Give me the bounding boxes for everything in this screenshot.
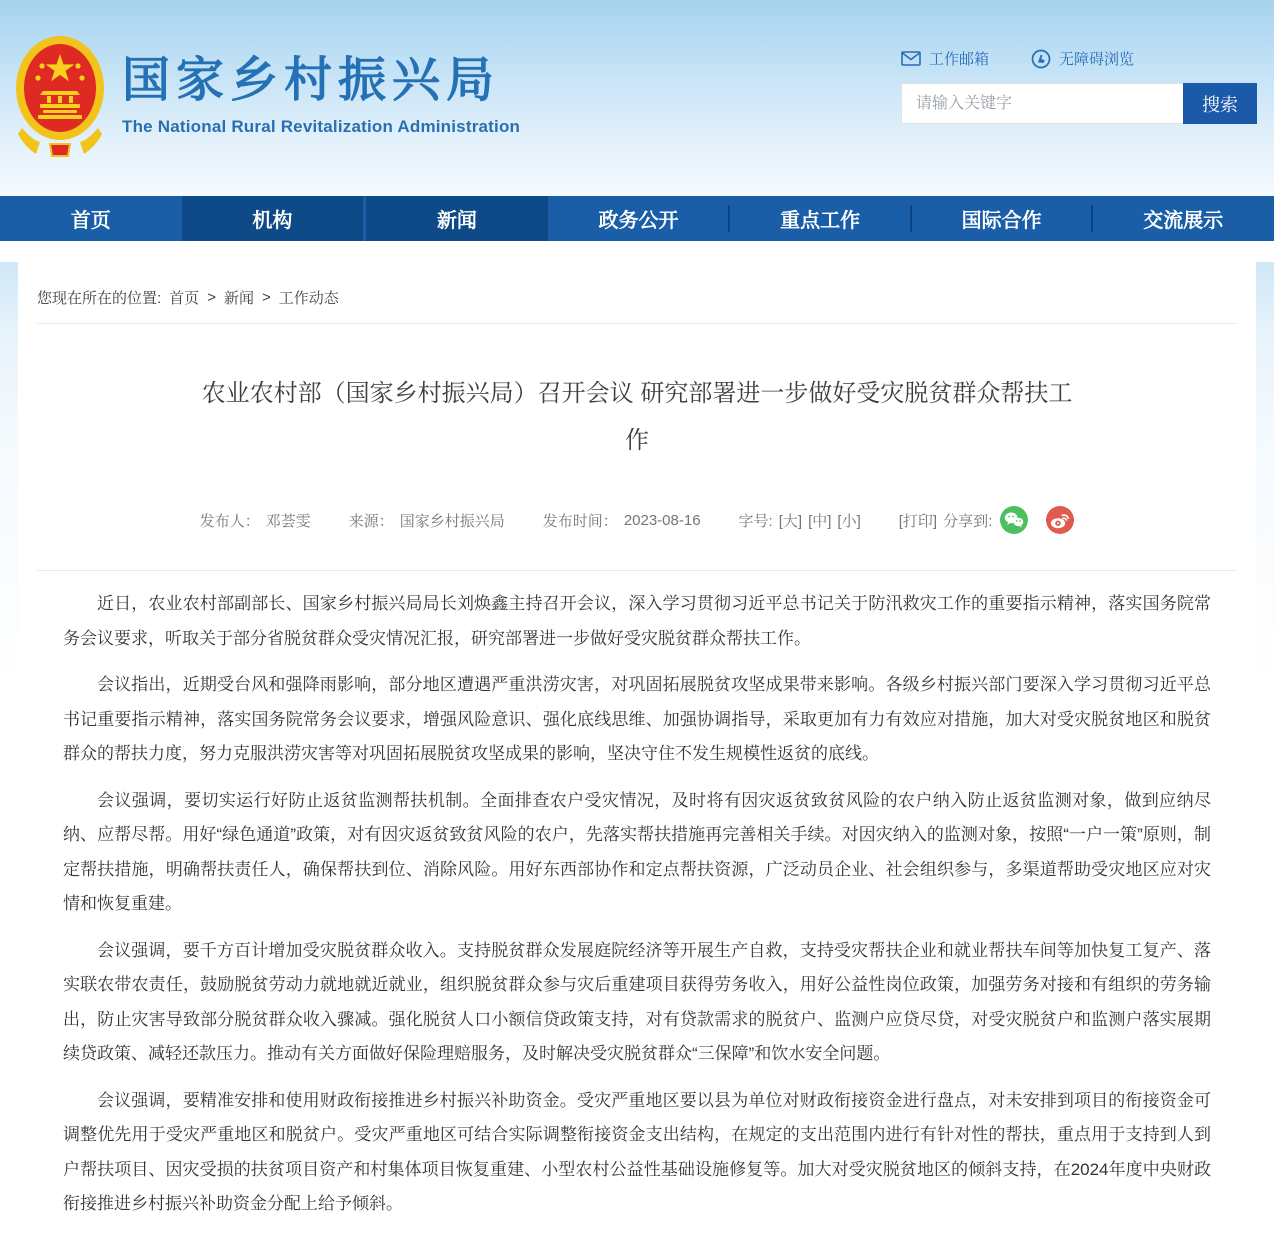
font-size-label: 字号: — [738, 512, 773, 530]
work-mailbox-label: 工作邮箱 — [929, 51, 990, 68]
font-size-large-button[interactable]: [大] — [778, 512, 803, 530]
accessibility-label: 无障碍浏览 — [1059, 51, 1135, 68]
breadcrumb-divider — [37, 323, 1237, 324]
meta-source — [349, 510, 505, 531]
accessibility-icon — [1031, 49, 1051, 69]
font-size-small-button[interactable]: [小] — [837, 512, 861, 530]
nav-item-news[interactable]: 新闻 — [363, 196, 548, 241]
breadcrumb-separator: > — [207, 289, 216, 306]
source-label: 来源： — [348, 512, 394, 530]
article-paragraph: 会议强调，要精准安排和使用财政衔接推进乡村振兴补助资金。受灾严重地区要以县为单位对财政衔接资金进行盘点，对未安排到项目的衔接资金可调整优先用于受灾严重地区和脱贫户。受灾严重地区可结合实际调整衔接资金支出结构，在规定的支出范围内进行有针对性的帮扶，重点用于支持到人到户帮扶项目、因灾受损的扶贫项目资产和村集体项目恢复重建、小型农村公益性基础设施修复等。加大对受灾脱贫地区的倾斜支持，在2024年度中央财政衔接推进乡村振兴补助资金分配上给予倾斜。 — [63, 1090, 1211, 1213]
nav-item-international-cooperation[interactable]: 国际合作 — [911, 196, 1093, 241]
breadcrumb-separator: > — [261, 289, 271, 306]
share-label: 分享到: — [943, 512, 993, 530]
envelope-icon — [901, 51, 921, 66]
article-body — [18, 571, 1256, 1258]
meta-publish-date — [543, 510, 701, 531]
meta-font-size-controls — [739, 510, 861, 531]
publisher-value: 邓荟雯 — [265, 512, 311, 530]
breadcrumb-work-updates-link[interactable]: 工作动态 — [278, 290, 339, 307]
date-value: 2023-08-16 — [623, 511, 701, 529]
nav-item-key-work[interactable]: 重点工作 — [729, 196, 911, 241]
nav-item-government-affairs[interactable]: 政务公开 — [598, 210, 679, 232]
wechat-icon[interactable] — [1000, 506, 1028, 534]
content-card — [18, 262, 1256, 1258]
content-background — [0, 262, 1274, 1259]
breadcrumb-home-link[interactable]: 首页 — [169, 290, 200, 307]
national-emblem-icon — [14, 32, 106, 158]
publisher-label: 发布人： — [199, 512, 260, 530]
weibo-icon[interactable] — [1046, 506, 1074, 534]
main-navigation — [0, 196, 1274, 241]
share-icons — [1000, 506, 1074, 534]
article-paragraph: 会议强调，要切实运行好防止返贫监测帮扶机制。全面排查农户受灾情况，及时将有因灾返贫致贫风险的农户纳入防止返贫监测对象，做到应纳尽纳、应帮尽帮。用好“绿色通道”政策，对有因灾返贫致贫风险的农户，先落实帮扶措施再完善相关手续。对因灾纳入的监测对象，按照“一户一策”原则，制定帮扶措施，明确帮扶责任人，确保帮扶到位、消除风险。用好东西部协作和定点帮扶资源，广泛动员企业、社会组织参与，多渠道帮助受灾地区应对灾情和恢复重建。 — [63, 790, 1211, 913]
site-logo-brand[interactable] — [14, 32, 520, 158]
nav-item-home[interactable]: 首页 — [70, 210, 111, 232]
breadcrumb — [18, 262, 1256, 323]
search-box — [901, 83, 1257, 124]
article-title: 农业农村部（国家乡村振兴局）召开会议 研究部署进一步做好受灾脱贫群众帮扶工作 — [201, 380, 1073, 454]
site-header — [0, 0, 1274, 196]
date-label: 发布时间： — [542, 512, 618, 530]
meta-share-group — [899, 506, 1075, 534]
nav-item-exchange-display[interactable]: 交流展示 — [1092, 196, 1274, 241]
breadcrumb-news-link[interactable]: 新闻 — [223, 290, 254, 307]
source-value: 国家乡村振兴局 — [399, 512, 505, 530]
search-button[interactable]: 搜索 — [1183, 83, 1257, 124]
site-subtitle-en: The National Rural Revitalization Administration — [122, 116, 521, 136]
article-paragraph: 会议强调，要千方百计增加受灾脱贫群众收入。支持脱贫群众发展庭院经济等开展生产自救，支持受灾帮扶企业和就业帮扶车间等加快复工复产、落实联农带农责任，鼓励脱贫劳动力就地就近就业，组织脱贫群众参与灾后重建项目获得劳务收入，用好公益性岗位政策，加强劳务对接和有组织的劳务输出，防止灾害导致部分脱贫群众收入骤减。强化脱贫人口小额信贷政策支持，对有贷款需求的脱贫户、监测户应贷尽贷，对受灾脱贫户和监测户落实展期续贷政策、减轻还款压力。推动有关方面做好保险理赔服务，及时解决受灾脱贫群众“三保障”和饮水安全问题。 — [63, 940, 1211, 1063]
nav-item-organization[interactable]: 机构 — [182, 196, 364, 241]
font-size-medium-button[interactable]: [中] — [808, 512, 832, 530]
breadcrumb-label: 您现在所在的位置: — [37, 290, 162, 307]
article-paragraph: 会议指出，近期受台风和强降雨影响，部分地区遭遇严重洪涝灾害，对巩固拓展脱贫攻坚成果带来影响。各级乡村振兴部门要深入学习贯彻习近平总书记重要指示精神，落实国务院常务会议要求，增强风险意识、强化底线思维、加强协调指导，采取更加有力有效应对措施，加大对受灾脱贫地区和脱贫群众的帮扶力度，努力克服洪涝灾害等对巩固拓展脱贫攻坚成果的影响，坚决守住不发生规模性返贫的底线。 — [63, 675, 1211, 763]
work-mailbox-link[interactable] — [901, 48, 989, 69]
search-input[interactable] — [901, 83, 1183, 124]
article-meta-row — [18, 506, 1256, 534]
print-button[interactable]: [打印] — [898, 512, 938, 530]
site-title: 国家乡村振兴局 — [122, 54, 501, 108]
accessibility-link[interactable] — [1031, 48, 1134, 69]
article-paragraph: 近日，农业农村部副部长、国家乡村振兴局局长刘焕鑫主持召开会议，深入学习贯彻习近平总书记关于防汛救灾工作的重要指示精神，落实国务院常务会议要求，听取关于部分省脱贫群众受灾情况汇报，研究部署进一步做好受灾脱贫群众帮扶工作。 — [63, 594, 1211, 648]
meta-publisher — [200, 510, 311, 531]
